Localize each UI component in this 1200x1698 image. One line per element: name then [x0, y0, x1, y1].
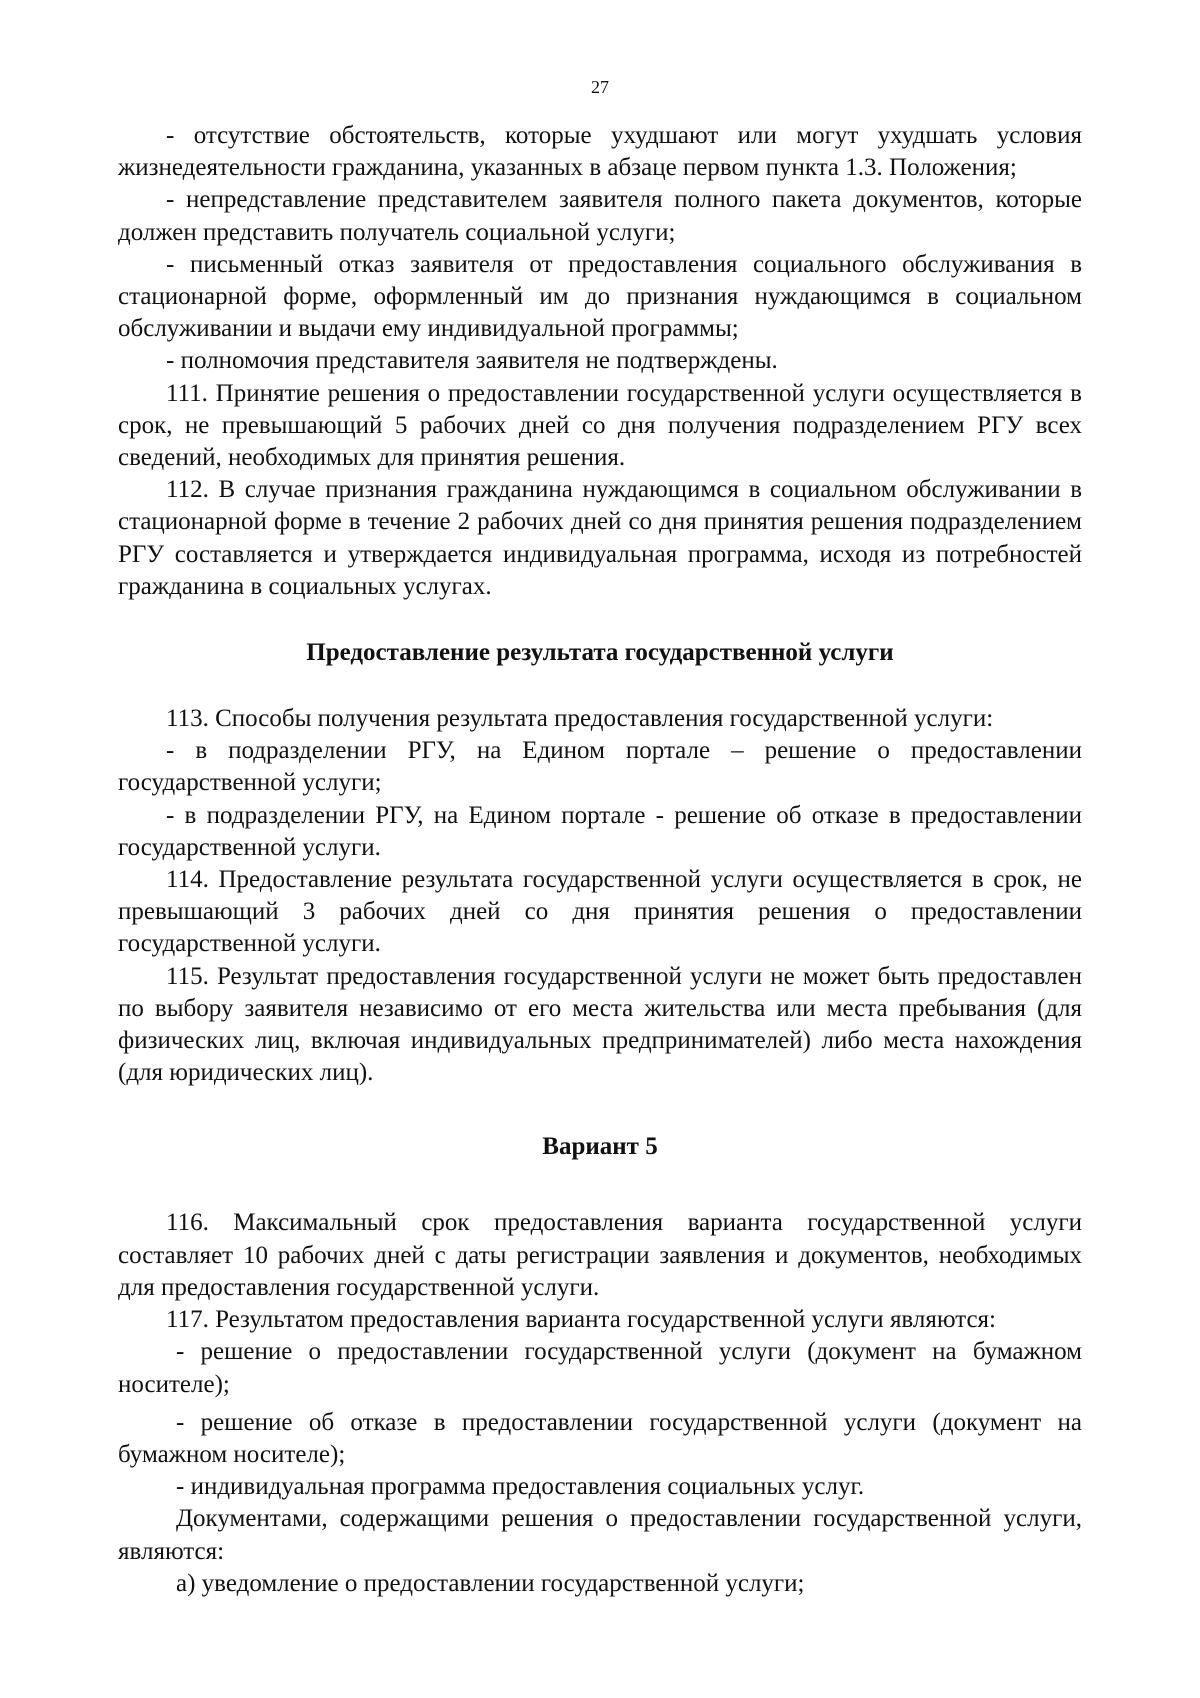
- document-body: [118, 120, 1082, 1600]
- paragraph-item-a-notification: а) уведомление о предоставлении государственной услуги;: [176, 1569, 805, 1597]
- paragraph-114: 114. Предоставление результата государственной услуги осуществляется в срок, не превышающий 3 рабочих дней со дня принятия решения о предоставлении государственной услуги.: [118, 866, 1082, 958]
- paragraph-incomplete-documents: - непредставление представителем заявителя полного пакета документов, которые должен представить получатель социальной услуги;: [118, 186, 1082, 246]
- paragraph-113-item-refusal: - в подразделении РГУ, на Едином портале - решение об отказе в предоставлении государственной услуги.: [118, 801, 1082, 861]
- section-heading-variant-5: Вариант 5: [542, 1133, 658, 1161]
- paragraph-117-item-decision: - решение о предоставлении государственной услуги (документ на бумажном носителе);: [118, 1338, 1082, 1398]
- paragraph-116: 116. Максимальный срок предоставления варианта государственной услуги составляет 10 рабочих дней с даты регистрации заявления и документов, необходимых для предоставления государственной услуги.: [118, 1209, 1082, 1301]
- page-number: 27: [591, 77, 609, 97]
- paragraph-117: 117. Результатом предоставления варианта государственной услуги являются:: [166, 1306, 997, 1334]
- paragraph-117-item-refusal: - решение об отказе в предоставлении государственной услуги (документ на бумажном носителе);: [118, 1408, 1082, 1468]
- paragraph-113: 113. Способы получения результата предоставления государственной услуги:: [166, 705, 994, 733]
- paragraph-absence-circumstances: - отсутствие обстоятельств, которые ухудшают или могут ухудшать условия жизнедеятельности гражданина, указанных в абзаце первом пункта 1.3. Положения;: [118, 122, 1082, 182]
- paragraph-115: 115. Результат предоставления государственной услуги не может быть предоставлен по выбору заявителя независимо от его места жительства или места пребывания (для физических лиц, включая индивидуальных предпринимателей) либо места нахождения (для юридических лиц).: [118, 962, 1082, 1087]
- paragraph-authority-not-confirmed: - полномочия представителя заявителя не подтверждены.: [166, 347, 778, 375]
- paragraph-117-item-program: - индивидуальная программа предоставления социальных услуг.: [176, 1473, 865, 1501]
- paragraph-111: 111. Принятие решения о предоставлении государственной услуги осуществляется в срок, не превышающий 5 рабочих дней со дня получения подразделением РГУ всех сведений, необходимых для принятия решения.: [118, 379, 1082, 472]
- paragraph-112: 112. В случае признания гражданина нуждающимся в социальном обслуживании в стационарной форме в течение 2 рабочих дней со дня принятия решения подразделением РГУ составляется и утверждается индивидуальная программа, исходя из потребностей гражданина в социальных услугах.: [118, 476, 1082, 600]
- paragraph-113-item-decision: - в подразделении РГУ, на Едином портале – решение о предоставлении государственной услуги;: [118, 737, 1082, 797]
- section-heading-result: Предоставление результата государственной услуги: [306, 639, 894, 667]
- paragraph-written-refusal: - письменный отказ заявителя от предоставления социального обслуживания в стационарной форме, оформленный им до признания нуждающимся в социальном обслуживании и выдачи ему индивидуальной программы;: [118, 250, 1082, 343]
- paragraph-documents: Документами, содержащими решения о предоставлении государственной услуги, являются:: [118, 1505, 1082, 1565]
